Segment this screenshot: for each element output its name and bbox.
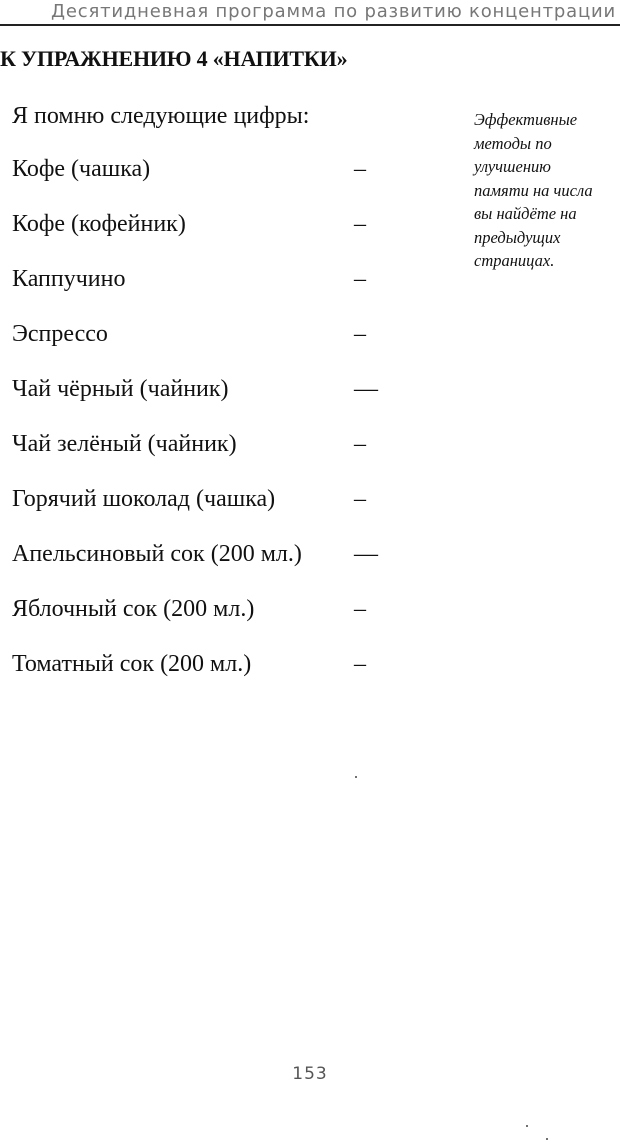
drink-dash: – — [354, 431, 366, 457]
list-item — [12, 376, 378, 431]
list-item — [12, 651, 372, 706]
list-item — [12, 266, 372, 321]
drink-name: Апельсиновый сок (200 мл.) — [12, 541, 302, 567]
drink-name: Кофе (чашка) — [12, 156, 151, 182]
list-item — [12, 486, 372, 541]
drink-name: Кофе (кофейник) — [12, 211, 186, 237]
list-item — [12, 211, 372, 266]
drink-name: Томатный сок (200 мл.) — [12, 651, 252, 677]
drink-name: Чай чёрный (чайник) — [12, 376, 229, 402]
drink-dash: – — [354, 266, 366, 292]
drink-dash: – — [354, 321, 366, 347]
drink-name: Чай зелёный (чайник) — [12, 431, 237, 457]
intro-text: Я помню следующие цифры: — [12, 103, 310, 129]
scan-speck — [546, 1138, 548, 1140]
drink-name: Каппучино — [12, 266, 126, 292]
drink-dash: – — [354, 211, 366, 237]
list-item — [12, 541, 378, 596]
drink-dash: – — [354, 596, 366, 622]
drink-dash: — — [354, 376, 378, 402]
drink-name: Горячий шоколад (чашка) — [12, 486, 276, 512]
side-note: Эффективные методы по улучшению памяти на числа вы найдёте на предыдущих страницах. — [474, 110, 593, 270]
drink-dash: — — [354, 541, 378, 567]
running-header: Десятидневная программа по развитию концентрации — [0, 0, 620, 26]
scan-speck — [355, 776, 357, 778]
section-title: К УПРАЖНЕНИЮ 4 «НАПИТКИ» — [0, 46, 348, 71]
drink-name: Яблочный сок (200 мл.) — [12, 596, 255, 622]
drinks-list — [12, 156, 378, 706]
drink-name: Эспрессо — [12, 321, 108, 347]
drink-dash: – — [354, 651, 366, 677]
scan-speck — [526, 1125, 528, 1127]
list-item — [12, 321, 372, 376]
list-item — [12, 431, 372, 486]
list-item — [12, 156, 372, 211]
drink-dash: – — [354, 156, 366, 182]
drink-dash: – — [354, 486, 366, 512]
page-number: 153 — [292, 1064, 328, 1084]
list-item — [12, 596, 372, 651]
